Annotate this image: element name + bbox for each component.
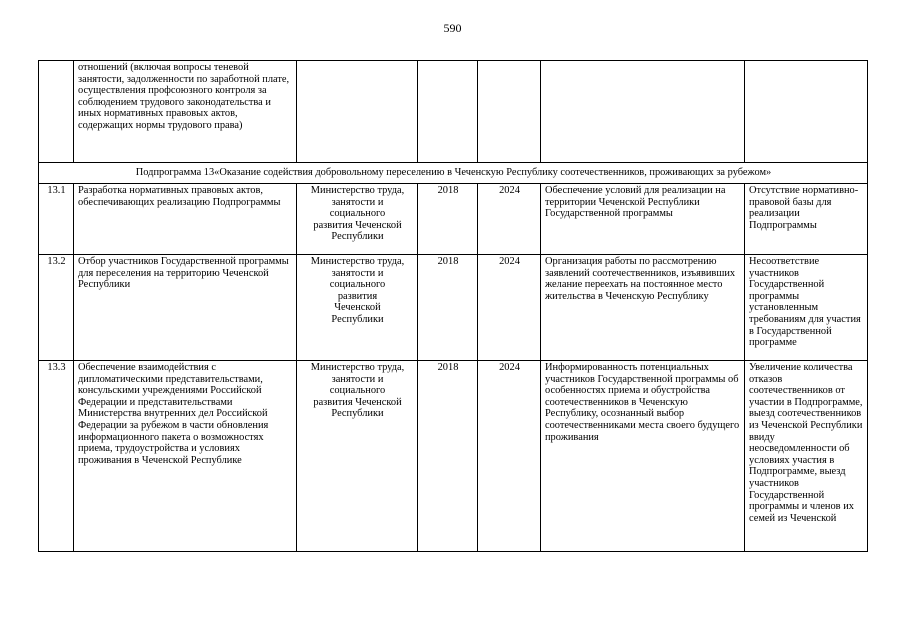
cell-executor: [297, 61, 418, 163]
subprogram-header: Подпрограмма 13«Оказание содействия добровольному переселению в Чеченскую Республику соотечественников, проживающих за рубежом»: [39, 163, 868, 184]
cell-num: 13.3: [39, 361, 74, 552]
cell-num: [39, 61, 74, 163]
cell-name: Отбор участников Государственной программы для переселения на территорию Чеченской Республики: [74, 255, 297, 361]
cell-result: Обеспечение условий для реализации на территории Чеченской Республики Государственной программы: [541, 184, 745, 255]
cell-result: Организация работы по рассмотрению заявлений соотечественников, изъявивших желание переехать на постоянное место жительства в Чеченскую Республику: [541, 255, 745, 361]
cell-name: Обеспечение взаимодействия с дипломатическими представительствами, консульскими учреждениями Российской Федерации и представительствами Министерства внутренних дел Российской Федерации за рубежом в части обновления информационного пакета о возможностях приема, трудоустройства и условиях проживания в Чеченской Республике: [74, 361, 297, 552]
cell-consequence: Отсутствие нормативно-правовой базы для реализации Подпрограммы: [745, 184, 868, 255]
cell-name: Разработка нормативных правовых актов, обеспечивающих реализацию Подпрограммы: [74, 184, 297, 255]
table-row: [39, 184, 868, 255]
cell-consequence: Несоответствие участников Государственной программы установленным требованиям для участия в Государственной программе: [745, 255, 868, 361]
cell-end: 2024: [478, 184, 541, 255]
cell-consequence: [745, 61, 868, 163]
page-number: 590: [443, 21, 462, 35]
subprogram-header-row: [39, 163, 868, 184]
table-row: [39, 255, 868, 361]
cell-consequence: Увеличение количества отказов соотечественников от участии в Подпрограмме, выезд соотечественников из Чеченской Республики ввиду неосведомленности об условиях участия в Подпрограмме, выезд участников Государственной программы и членов их семей из Чеченской: [745, 361, 868, 552]
cell-end: 2024: [478, 361, 541, 552]
cell-end: [478, 61, 541, 163]
cell-executor: Министерство труда, занятости и социального развития Чеченской Республики: [297, 255, 418, 361]
cell-start: [418, 61, 478, 163]
program-table: [38, 60, 868, 552]
table-row-continuation: [39, 61, 868, 163]
cell-start: 2018: [418, 255, 478, 361]
cell-start: 2018: [418, 361, 478, 552]
cell-name: отношений (включая вопросы теневой занятости, задолженности по заработной плате, осуществления профсоюзного контроля за соблюдением трудового законодательства и иных нормативных правовых актов, содержащих нормы трудового права): [74, 61, 297, 163]
cell-end: 2024: [478, 255, 541, 361]
cell-executor: Министерство труда, занятости и социального развития Чеченской Республики: [297, 184, 418, 255]
table-row: [39, 361, 868, 552]
cell-num: 13.2: [39, 255, 74, 361]
cell-result: [541, 61, 745, 163]
cell-start: 2018: [418, 184, 478, 255]
cell-executor: Министерство труда, занятости и социального развития Чеченской Республики: [297, 361, 418, 552]
cell-num: 13.1: [39, 184, 74, 255]
cell-result: Информированность потенциальных участников Государственной программы об особенностях приема и обустройства соотечественников в Чеченскую Республику, осознанный выбор соотечественниками места своего будущего проживания: [541, 361, 745, 552]
